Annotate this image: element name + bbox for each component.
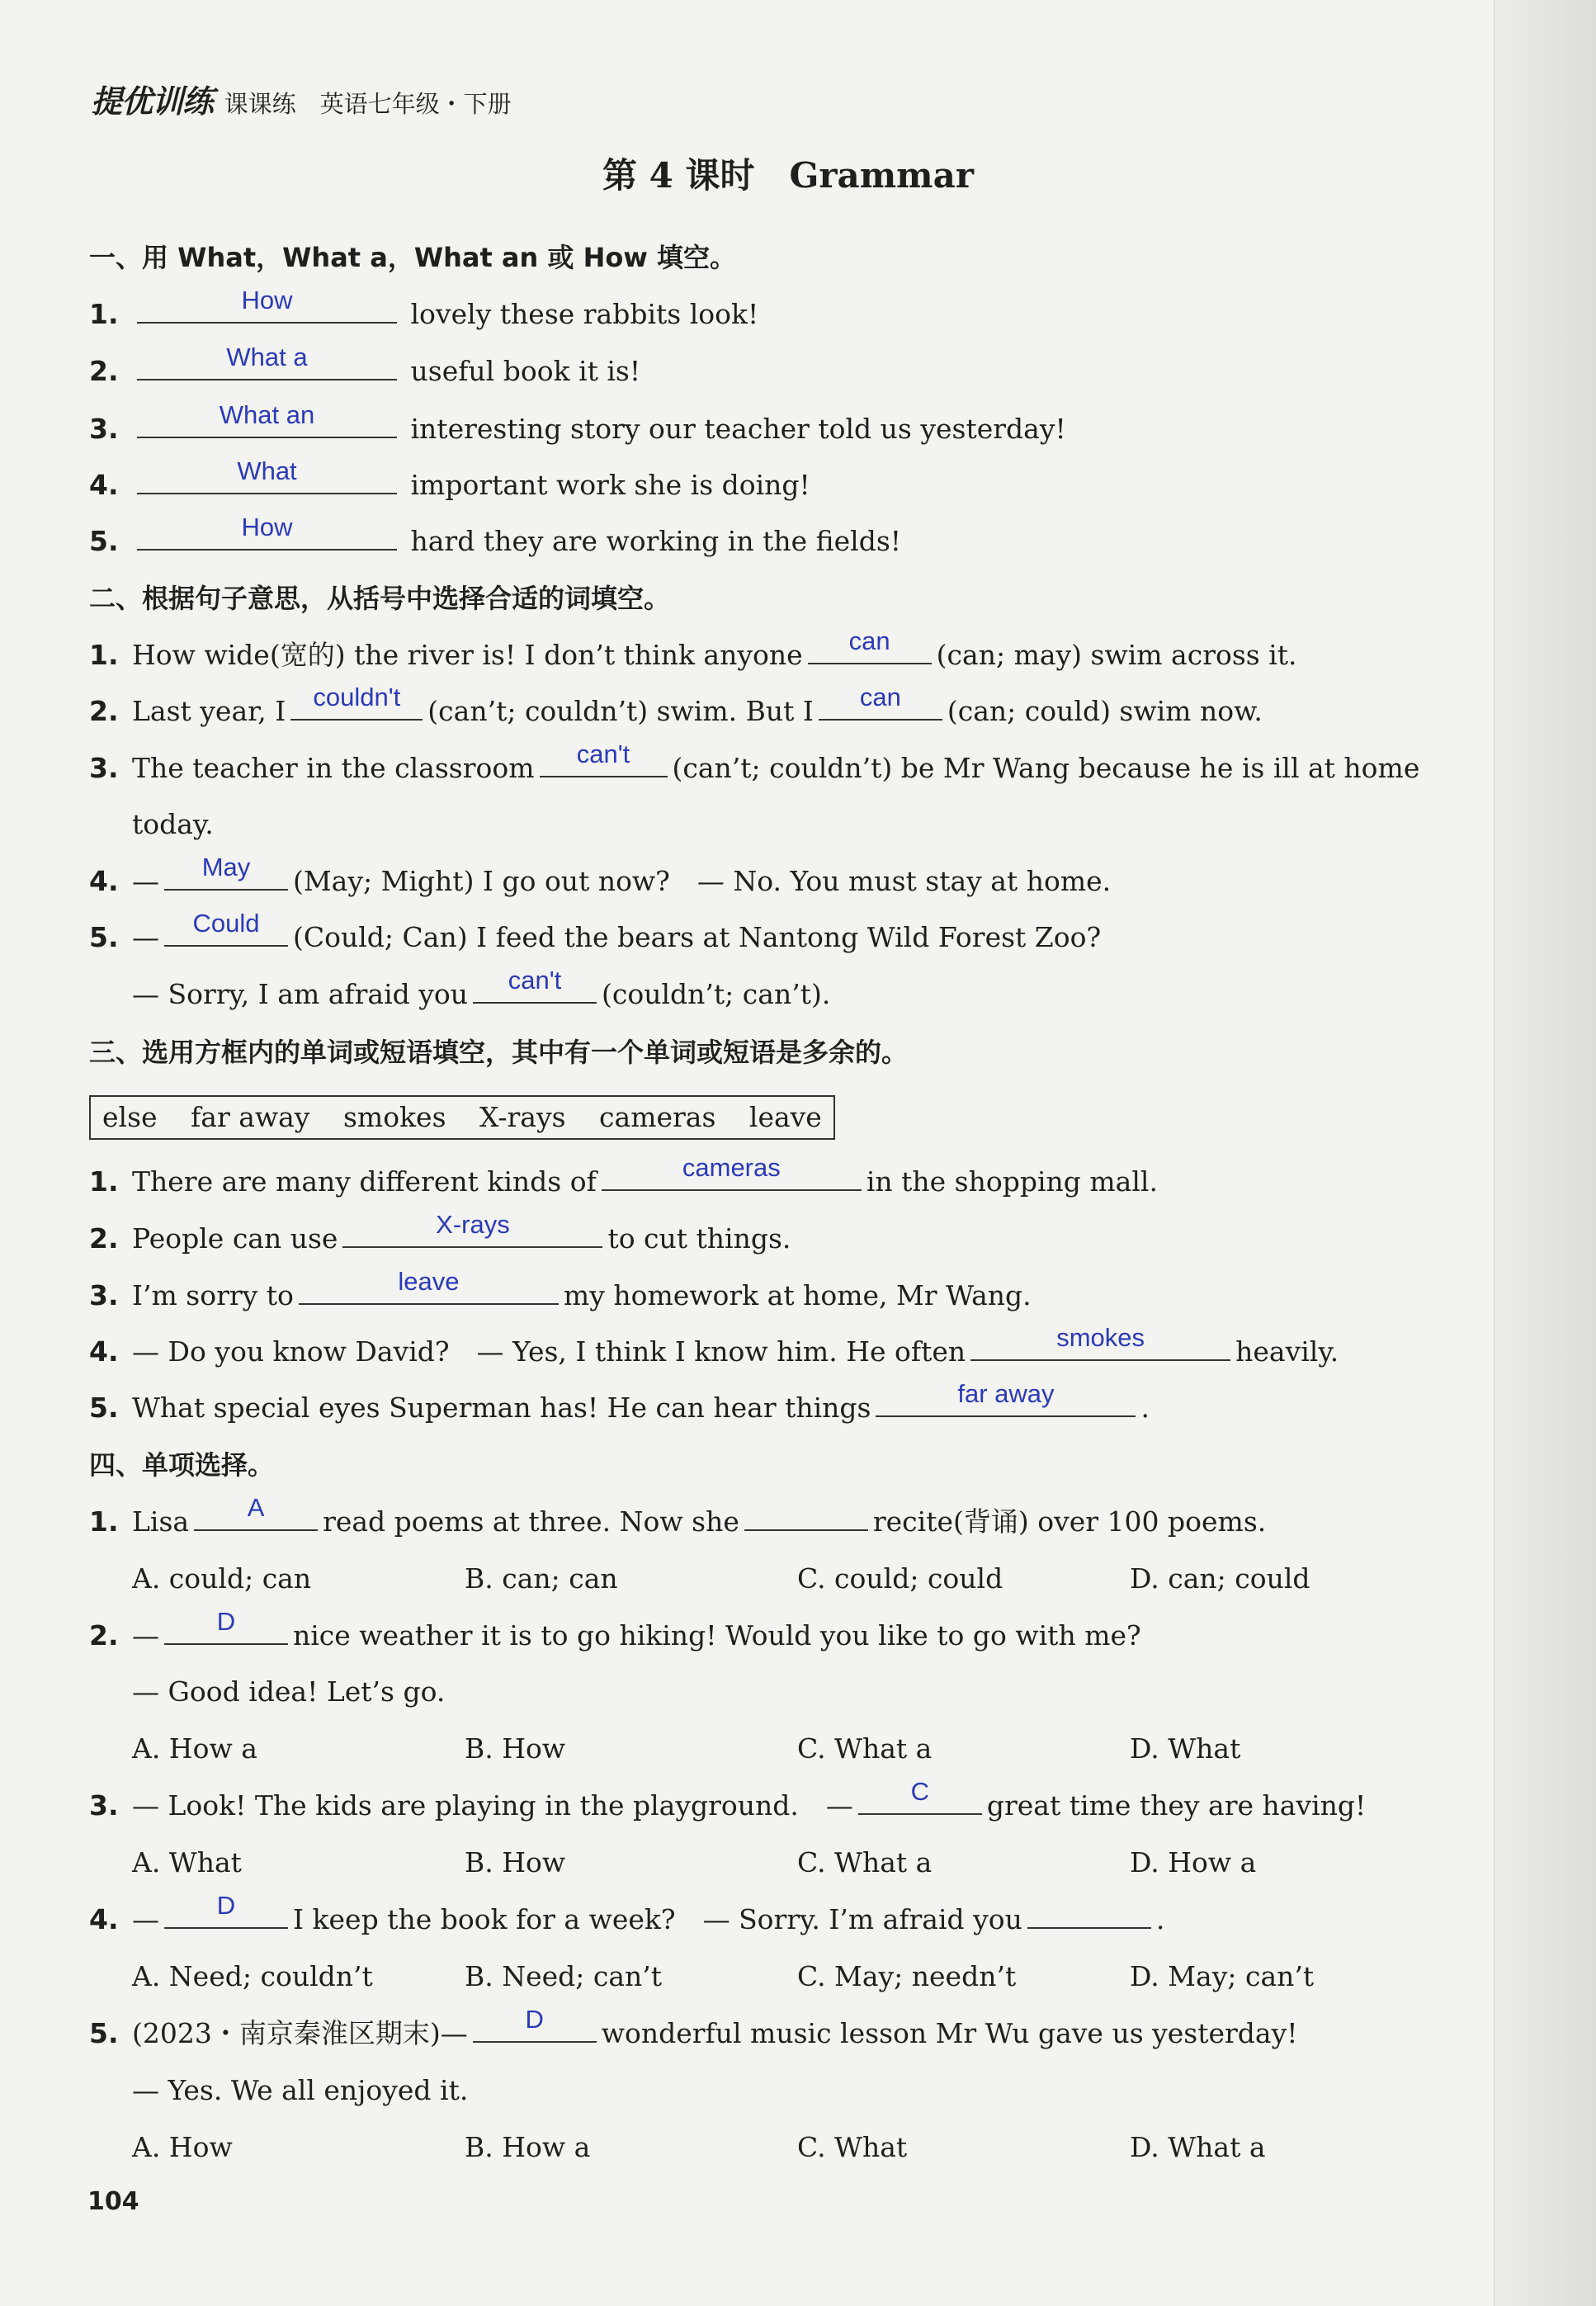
answer-blank[interactable] <box>808 626 932 664</box>
option-b[interactable]: B. Need; can’t <box>465 1960 663 1992</box>
s2-q3 <box>89 740 1420 787</box>
answer: A <box>247 1493 265 1522</box>
q-text: in the shopping mall. <box>866 1165 1158 1198</box>
option-b[interactable]: B. can; can <box>465 1562 618 1595</box>
word-option: leave <box>748 1101 822 1133</box>
s2-q3-cont: today. <box>132 808 214 840</box>
s3-q1 <box>89 1153 1158 1200</box>
q-text: — Sorry, I am afraid you <box>132 978 469 1010</box>
answer-blank[interactable] <box>164 1891 288 1929</box>
answer: X-rays <box>436 1210 510 1239</box>
answer-blank[interactable] <box>137 286 397 324</box>
s2-q1 <box>89 626 1297 673</box>
answer: can <box>848 626 890 655</box>
option-a[interactable]: A. could; can <box>132 1562 312 1595</box>
answer-blank[interactable] <box>290 683 423 721</box>
option-c[interactable]: C. What <box>797 2131 908 2163</box>
s3-q5 <box>89 1379 1150 1426</box>
answer-blank[interactable] <box>164 853 288 891</box>
s4-q3 <box>89 1777 1367 1824</box>
q-text: (2023・南京秦淮区期末)— <box>132 2017 468 2049</box>
q-text: (Could; Can) I feed the bears at Nantong Wild Forest Zoo? <box>293 921 1102 953</box>
q-number: 4. <box>89 865 119 897</box>
q-text: nice weather it is to go hiking! Would you like to go with me? <box>293 1619 1141 1652</box>
word-option: X-rays <box>479 1101 566 1133</box>
answer-blank[interactable] <box>299 1267 559 1305</box>
section2-heading: 二、根据句子意思，从括号中选择合适的词填空。 <box>89 583 671 614</box>
q-text: to cut things. <box>607 1222 791 1255</box>
q-number: 5. <box>89 921 119 953</box>
q-text: . <box>1140 1392 1150 1424</box>
q-text: (couldn’t; can’t). <box>602 978 831 1010</box>
page-edge <box>1494 0 1596 2306</box>
q-text: — Look! The kids are playing in the playground. — <box>132 1789 853 1822</box>
answer: What <box>237 456 297 485</box>
option-a[interactable]: A. How <box>132 2131 233 2163</box>
s1-q2 <box>89 343 641 390</box>
empty-blank[interactable] <box>1027 1902 1151 1929</box>
answer-blank[interactable] <box>137 343 397 380</box>
answer: can't <box>508 966 562 995</box>
option-c[interactable]: C. What a <box>797 1846 933 1878</box>
s2-q2 <box>89 683 1263 730</box>
answer-blank[interactable] <box>137 513 397 551</box>
q-text: — <box>132 865 159 897</box>
q-text: important work she is doing! <box>410 469 810 501</box>
answer-blank[interactable] <box>819 683 942 721</box>
answer: How <box>241 513 293 541</box>
q-number: 5. <box>89 2017 119 2049</box>
s4-q4 <box>89 1891 1165 1938</box>
word-option: else <box>102 1101 158 1133</box>
q-number: 2. <box>89 1222 119 1255</box>
option-d[interactable]: D. What a <box>1130 2131 1266 2163</box>
q-text: heavily. <box>1235 1335 1339 1368</box>
q-text: recite(背诵) over 100 poems. <box>872 1505 1267 1538</box>
s1-q1 <box>89 286 759 333</box>
section4-heading: 四、单项选择。 <box>89 1449 275 1481</box>
answer: How <box>241 286 293 314</box>
option-d[interactable]: D. May; can’t <box>1130 1960 1315 1992</box>
answer: May <box>201 853 251 881</box>
section3-heading: 三、选用方框内的单词或短语填空，其中有一个单词或短语是多余的。 <box>89 1037 909 1068</box>
answer: can <box>859 683 901 711</box>
s3-q4 <box>89 1323 1339 1370</box>
answer-blank[interactable] <box>970 1323 1230 1361</box>
answer-blank[interactable] <box>876 1379 1136 1417</box>
s2-q5 <box>89 909 1102 956</box>
word-option: smokes <box>342 1101 446 1133</box>
answer: C <box>910 1777 930 1806</box>
option-a[interactable]: A. What <box>132 1846 242 1878</box>
word-option: cameras <box>599 1101 716 1133</box>
q-text: interesting story our teacher told us yesterday! <box>410 413 1066 445</box>
s2-q4 <box>89 853 1112 900</box>
q-number: 3. <box>89 752 119 784</box>
answer-blank[interactable] <box>342 1210 602 1248</box>
page-number: 104 <box>87 2187 139 2216</box>
s4-q2-cont: — Good idea! Let’s go. <box>132 1675 446 1708</box>
q-number: 3. <box>89 1789 119 1822</box>
option-b[interactable]: B. How <box>465 1846 566 1878</box>
q-number: 3. <box>89 1279 119 1311</box>
s2-q5-cont <box>132 966 831 1013</box>
q-text: People can use <box>132 1222 338 1255</box>
option-c[interactable]: C. What a <box>797 1732 933 1765</box>
q-text: (can; could) swim now. <box>947 695 1263 727</box>
q-number: 2. <box>89 1619 119 1652</box>
book-subtitle: 课课练 英语七年级・下册 <box>224 90 512 118</box>
option-d[interactable]: D. How a <box>1130 1846 1257 1878</box>
q-text: hard they are working in the fields! <box>410 525 902 557</box>
q-text: great time they are having! <box>986 1789 1367 1822</box>
answer: couldn't <box>313 683 401 711</box>
q-text: (can’t; couldn’t) swim. But I <box>427 695 814 727</box>
q-text: useful book it is! <box>410 355 641 387</box>
q-number: 1. <box>89 639 119 671</box>
q-number: 4. <box>89 1903 119 1935</box>
answer: What a <box>226 343 308 371</box>
q-text: Lisa <box>132 1505 190 1538</box>
q-text: lovely these rabbits look! <box>410 298 759 330</box>
answer: cameras <box>682 1153 781 1182</box>
q-text: — Do you know David? — Yes, I think I know him. He often <box>132 1335 966 1368</box>
q-text: How wide(宽的) the river is! I don’t think anyone <box>132 639 803 671</box>
q-text: I’m sorry to <box>132 1279 294 1311</box>
answer: smokes <box>1056 1323 1145 1352</box>
answer: D <box>216 1891 236 1920</box>
s1-q5 <box>89 513 902 560</box>
word-box <box>89 1095 835 1140</box>
s3-q3 <box>89 1267 1032 1314</box>
option-b[interactable]: B. How <box>465 1732 566 1765</box>
answer: D <box>216 1607 236 1636</box>
header <box>91 76 512 121</box>
option-d[interactable]: D. can; could <box>1130 1562 1310 1595</box>
option-c[interactable]: C. May; needn’t <box>797 1960 1017 1992</box>
q-text: (can’t; couldn’t) be Mr Wang because he is ill at home <box>672 752 1420 784</box>
q-number: 5. <box>89 1392 119 1424</box>
q-number: 3. <box>89 413 119 445</box>
q-text: The teacher in the classroom <box>132 752 535 784</box>
s1-q4 <box>89 456 810 503</box>
answer-blank[interactable] <box>540 740 668 777</box>
option-c[interactable]: C. could; could <box>797 1562 1003 1595</box>
q-text: — <box>132 921 159 953</box>
q-text: — <box>132 1903 159 1935</box>
q-number: 1. <box>89 1505 119 1538</box>
answer-blank[interactable] <box>602 1153 862 1191</box>
answer-blank[interactable] <box>858 1777 982 1815</box>
q-text: my homework at home, Mr Wang. <box>563 1279 1032 1311</box>
q-number: 4. <box>89 1335 119 1368</box>
s1-q3 <box>89 400 1066 447</box>
option-a[interactable]: A. Need; couldn’t <box>132 1960 373 1992</box>
empty-blank[interactable] <box>744 1505 868 1531</box>
q-number: 4. <box>89 469 119 501</box>
q-text: . <box>1155 1903 1165 1935</box>
answer: can't <box>576 740 630 768</box>
answer-blank[interactable] <box>137 400 397 438</box>
s3-q2 <box>89 1210 791 1257</box>
answer: leave <box>398 1267 460 1296</box>
answer-blank[interactable] <box>194 1493 318 1531</box>
answer-blank[interactable] <box>164 909 288 947</box>
section1-heading: 一、用 What，What a，What an 或 How 填空。 <box>89 242 737 273</box>
answer-blank[interactable] <box>137 456 397 494</box>
s4-q2 <box>89 1607 1141 1654</box>
q-number: 1. <box>89 298 119 330</box>
q-text: — <box>132 1619 159 1652</box>
answer: far away <box>957 1379 1055 1408</box>
q-text: There are many different kinds of <box>132 1165 597 1198</box>
option-d[interactable]: D. What <box>1130 1732 1241 1765</box>
q-text: (May; Might) I go out now? — No. You must stay at home. <box>293 865 1112 897</box>
option-a[interactable]: A. How a <box>132 1732 257 1765</box>
page-title: 第 4 课时 Grammar <box>602 155 974 196</box>
answer: D <box>525 2005 544 2034</box>
answer-blank[interactable] <box>473 966 597 1004</box>
q-text: Last year, I <box>132 695 286 727</box>
word-option: far away <box>191 1101 310 1133</box>
q-text: What special eyes Superman has! He can hear things <box>132 1392 871 1424</box>
answer: Could <box>192 909 260 938</box>
answer: What an <box>219 400 315 429</box>
answer-blank[interactable] <box>164 1607 288 1645</box>
q-number: 2. <box>89 695 119 727</box>
q-text: (can; may) swim across it. <box>936 639 1297 671</box>
s4-q5-cont: — Yes. We all enjoyed it. <box>132 2074 469 2106</box>
q-number: 1. <box>89 1165 119 1198</box>
option-b[interactable]: B. How a <box>465 2131 591 2163</box>
s4-q1 <box>89 1493 1267 1540</box>
q-text: I keep the book for a week? — Sorry. I’m afraid you <box>293 1903 1022 1935</box>
s4-q5 <box>89 2005 1298 2052</box>
q-number: 5. <box>89 525 119 557</box>
q-text: read poems at three. Now she <box>323 1505 739 1538</box>
answer-blank[interactable] <box>473 2005 597 2043</box>
brand-logo: 提优训练 <box>91 83 214 120</box>
q-text: wonderful music lesson Mr Wu gave us yesterday! <box>601 2017 1298 2049</box>
q-number: 2. <box>89 355 119 387</box>
